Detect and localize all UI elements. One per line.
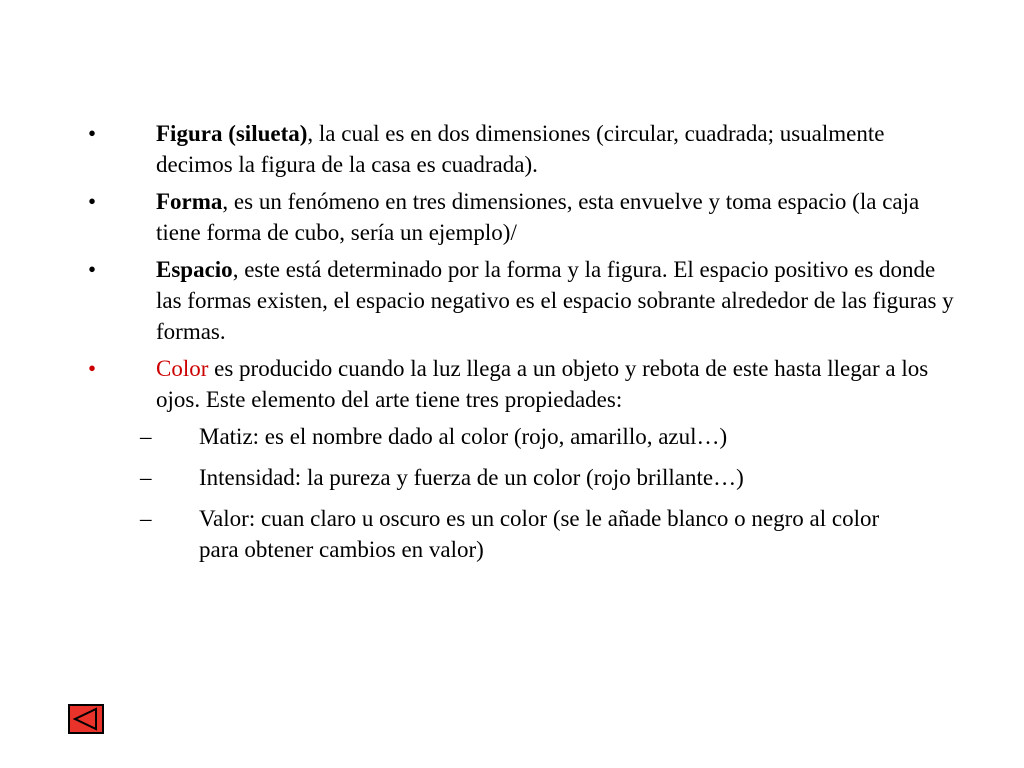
- term-color: Color: [156, 356, 209, 381]
- dash-marker: –: [140, 424, 152, 449]
- sub-bullet-text: Valor: cuan claro u oscuro es un color (se le añade blanco o negro al color para obtener cambios en valor): [199, 506, 880, 562]
- bullet-marker: •: [88, 257, 97, 282]
- bullet-figura: [0, 118, 1024, 180]
- bullet-marker-red: •: [88, 356, 97, 381]
- bullet-text: [156, 186, 956, 248]
- triangle-left-icon: [68, 704, 104, 734]
- bullet-marker: •: [88, 189, 97, 214]
- bullet-body: , la cual es en dos dimensiones (circular, cuadrada; usualmente decimos la figura de la casa es cuadrada).: [156, 121, 885, 177]
- bullet-espacio: [0, 254, 1024, 347]
- bullet-text: [156, 118, 956, 180]
- term-figura: Figura (silueta): [156, 121, 308, 146]
- dash-marker: –: [140, 506, 152, 531]
- sub-bullet-valor: [0, 503, 1024, 565]
- bullet-body: , este está determinado por la forma y la figura. El espacio positivo es donde las formas existen, el espacio negativo es el espacio sobrante alrededor de las figuras y formas.: [156, 257, 954, 344]
- sub-bullet-text: Intensidad: la pureza y fuerza de un color (rojo brillante…): [199, 465, 744, 490]
- bullet-marker: •: [88, 121, 97, 146]
- bullet-text: [156, 353, 956, 415]
- sub-bullet-intensidad: [0, 462, 1024, 493]
- dash-marker: –: [140, 465, 152, 490]
- bullet-color: [0, 353, 1024, 415]
- bullet-forma: [0, 186, 1024, 248]
- term-forma: Forma: [156, 189, 223, 214]
- sub-bullet-matiz: [0, 421, 1024, 452]
- slide-content: [0, 118, 1024, 575]
- previous-slide-button[interactable]: [68, 704, 104, 734]
- sub-bullet-text: Matiz: es el nombre dado al color (rojo, amarillo, azul…): [199, 424, 728, 449]
- term-espacio: Espacio: [156, 257, 233, 282]
- bullet-body: es producido cuando la luz llega a un objeto y rebota de este hasta llegar a los ojos. Este elemento del arte tiene tres propiedades:: [156, 356, 929, 412]
- bullet-body: , es un fenómeno en tres dimensiones, esta envuelve y toma espacio (la caja tiene forma de cubo, sería un ejemplo)/: [156, 189, 920, 245]
- bullet-text: [156, 254, 956, 347]
